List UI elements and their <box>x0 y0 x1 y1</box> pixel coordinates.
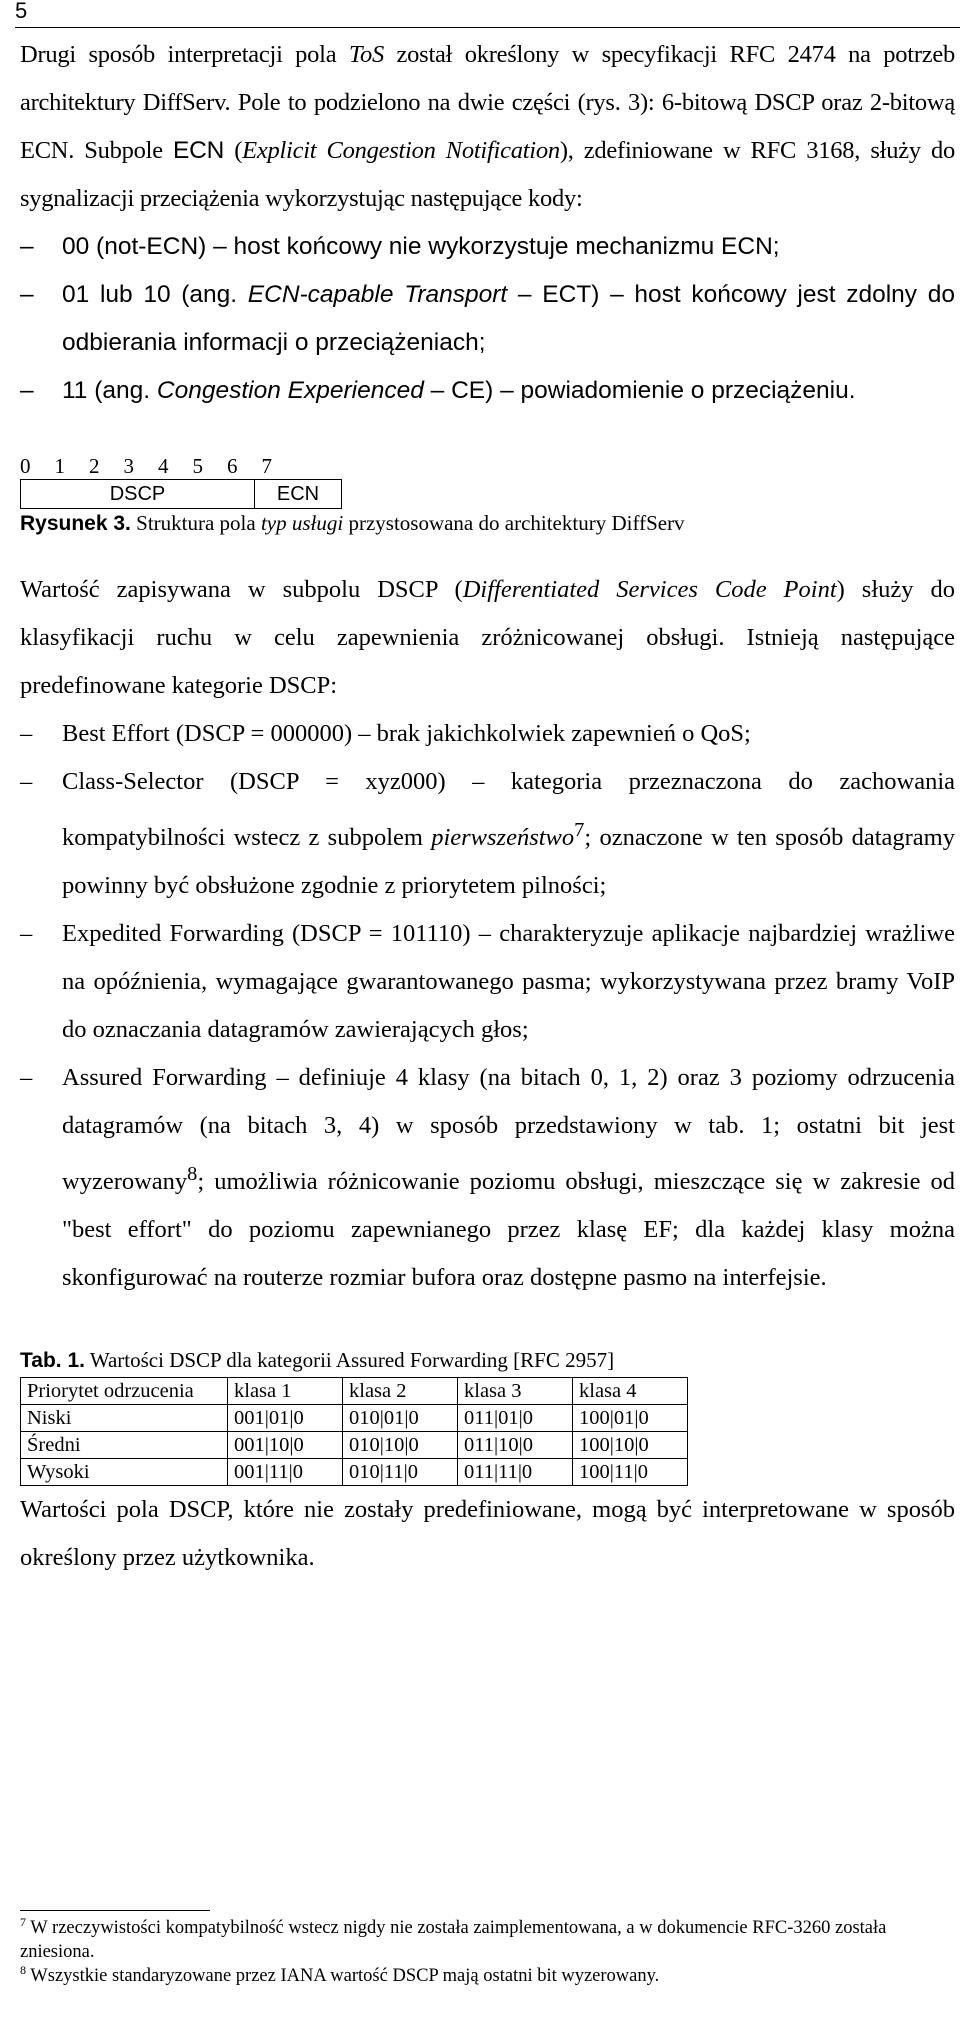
bit-label: 2 <box>89 454 100 478</box>
ecn-field: ECN <box>276 483 320 505</box>
table-cell: 100|10|0 <box>573 1432 688 1459</box>
dscp-category-item: – Assured Forwarding – definiuje 4 klasy (na bitach 0, 1, 2) oraz 3 poziomy odrzucenia datagramów (na bitach 3, 4) w sposób przedstawiony w tab. 1; ostatni bit jest wyzerowany$^8$; umożliwia różnicowanie poziomu obsługi, mieszczące się w zakresie od "best effort" do poziomu zapewnianego przez klasę EF; dla każdej klasy można skonfigurować na routerze rozmiar bufora oraz dostępne pasmo na interfejsie. <box>20 1064 955 1292</box>
table-cell: Niski <box>21 1405 228 1432</box>
page-number: 5 <box>15 0 28 23</box>
table-row <box>21 1459 688 1486</box>
ecn-code-item: – 01 lub 10 (ang. ECN-capable Transport – ECT) – host końcowy jest zdolny do odbierania informacji o przeciążeniach; <box>20 281 955 356</box>
table-header-cell: klasa 1 <box>228 1378 343 1405</box>
bit-label: 5 <box>192 454 203 478</box>
table-header-cell: klasa 3 <box>458 1378 573 1405</box>
page-content <box>20 31 955 1582</box>
table-header-row <box>21 1378 688 1405</box>
table-cell: 001|11|0 <box>228 1459 343 1486</box>
table-cell: 010|11|0 <box>343 1459 458 1486</box>
ecn-code-item: – 11 (ang. Congestion Experienced – CE) – powiadomienie o przeciążeniu. <box>20 377 856 404</box>
footnote-rule <box>20 1910 210 1911</box>
intro-paragraph: Drugi sposób interpretacji pola ToS został określony w specyfikacji RFC 2474 na potrzeb architektury DiffServ. Pole to podzielono na dwie części (rys. 3): 6-bitową DSCP oraz 2-bitową ECN. Subpole ECN (Explicit Congestion Notification), zdefiniowane w RFC 3168, służy do sygnalizacji przeciążenia wykorzystując następujące kody: <box>20 41 955 212</box>
table-cell: 011|10|0 <box>458 1432 573 1459</box>
table-cell: Średni <box>21 1432 228 1459</box>
table-cell: 001|10|0 <box>228 1432 343 1459</box>
footnote-7: $^7$ W rzeczywistości kompatybilność wstecz nigdy nie została zaimplementowana, a w dokumencie RFC-3260 została zniesiona. <box>20 1914 887 1962</box>
table-cell: 011|11|0 <box>458 1459 573 1486</box>
bit-label: 1 <box>54 454 65 478</box>
figure-3 <box>20 453 955 538</box>
header-rule <box>15 27 960 28</box>
dscp-field: DSCP <box>21 480 255 508</box>
table-cell: 010|01|0 <box>343 1405 458 1432</box>
dscp-category-item: – Expedited Forwarding (DSCP = 101110) – charakteryzuje aplikacje najbardziej wrażliwe na opóźnienia, wymagające gwarantowanego pasma; wykorzystywana przez bramy VoIP do oznaczania datagramów zawierających głos; <box>20 920 955 1044</box>
footnotes <box>20 1916 955 1988</box>
bit-label: 4 <box>158 454 169 478</box>
table-cell: 011|01|0 <box>458 1405 573 1432</box>
ecn-code-item: – 00 (not-ECN) – host końcowy nie wykorzystuje mechanizmu ECN; <box>20 233 780 260</box>
table-cell: 100|01|0 <box>573 1405 688 1432</box>
dscp-paragraph: Wartość zapisywana w subpolu DSCP (Differentiated Services Code Point) służy do klasyfikacji ruchu w celu zapewnienia zróżnicowanej obsługi. Istnieją następujące predefinowane kategorie DSCP: <box>20 576 956 699</box>
table-header-cell: klasa 2 <box>343 1378 458 1405</box>
table-header-cell: klasa 4 <box>573 1378 688 1405</box>
dscp-table <box>20 1377 688 1486</box>
table-header-cell: Priorytet odrzucenia <box>21 1378 228 1405</box>
table-caption: Tab. 1. Wartości DSCP dla kategorii Assured Forwarding [RFC 2957] <box>20 1348 615 1373</box>
figure-caption: Rysunek 3. Struktura pola typ usługi przystosowana do architektury DiffServ <box>20 511 685 535</box>
tos-field-diagram <box>20 479 342 509</box>
bit-label: 7 <box>261 454 272 478</box>
bit-label: 0 <box>20 454 31 478</box>
table-cell: 010|10|0 <box>343 1432 458 1459</box>
closing-paragraph: Wartości pola DSCP, które nie zostały predefiniowane, mogą być interpretowane w sposób określony przez użytkownika. <box>20 1496 955 1572</box>
bit-label: 6 <box>227 454 238 478</box>
dscp-category-item: – Best Effort (DSCP = 000000) – brak jakichkolwiek zapewnień o QoS; <box>20 720 751 747</box>
dscp-category-item: – Class-Selector (DSCP = xyz000) – kategoria przeznaczona do zachowania kompatybilności wstecz z subpolem pierwszeństwo$^7$; oznaczone w ten sposób datagramy powinny być obsłużone zgodnie z priorytetem pilności; <box>20 768 955 900</box>
table-cell: 001|01|0 <box>228 1405 343 1432</box>
table-cell: 100|11|0 <box>573 1459 688 1486</box>
table-row <box>21 1405 688 1432</box>
bit-numbers <box>20 453 955 479</box>
table-row <box>21 1432 688 1459</box>
bit-label: 3 <box>123 454 134 478</box>
footnote-8: $^8$ Wszystkie standaryzowane przez IANA wartość DSCP mają ostatni bit wyzerowany. <box>20 1962 660 1986</box>
table-cell: Wysoki <box>21 1459 228 1486</box>
